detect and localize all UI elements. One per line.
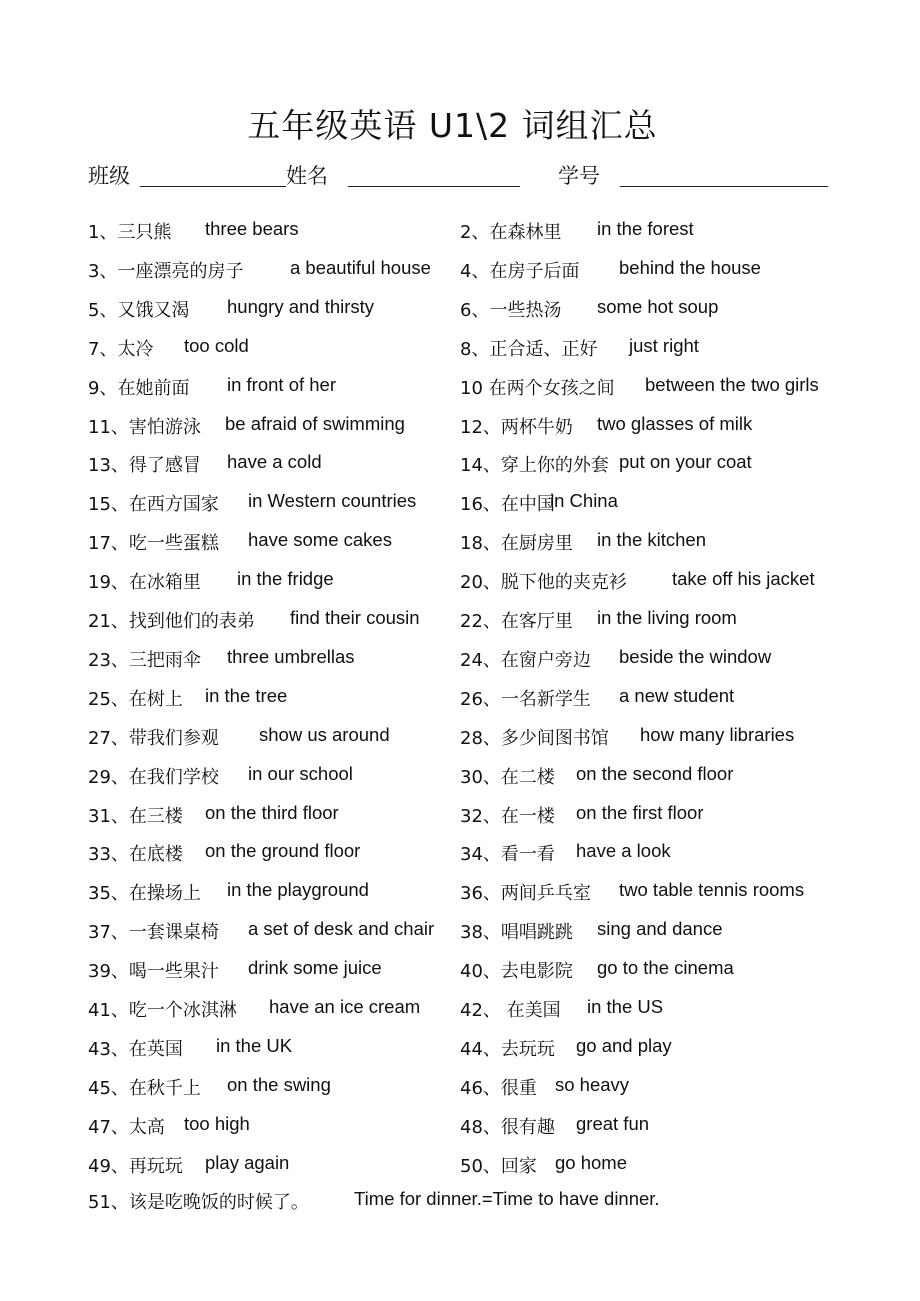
phrase-en: in the forest	[597, 218, 694, 239]
page-title: 五年级英语 U1\2 词组汇总	[247, 106, 658, 145]
phrase-en: in Western countries	[248, 490, 417, 512]
phrase-en: some hot soup	[597, 295, 719, 317]
phrase-zh: 47、太高	[88, 1116, 165, 1138]
phrase-zh: 13、得了感冒	[88, 455, 201, 477]
phrase-row	[88, 840, 848, 870]
phrase-en: play again	[205, 1151, 290, 1173]
phrase-zh: 48、很有趣	[460, 1116, 555, 1138]
phrase-en: on the swing	[227, 1073, 331, 1095]
phrase-zh: 7、太冷	[88, 338, 154, 360]
phrase-en: in the fridge	[237, 568, 334, 590]
phrase-row	[88, 490, 848, 520]
phrase-en: have a look	[576, 840, 671, 862]
phrase-zh: 45、在秋千上	[88, 1077, 201, 1099]
phrase-en: go and play	[576, 1034, 672, 1056]
phrase-row	[88, 646, 848, 676]
phrase-en: in the US	[587, 996, 664, 1017]
phrase-en: two table tennis rooms	[619, 879, 805, 901]
phrase-zh: 14、穿上你的外套	[460, 455, 609, 477]
phrase-row	[88, 335, 848, 365]
phrase-zh: 37、一套课桌椅	[88, 922, 219, 944]
phrase-zh: 6、一些热汤	[460, 299, 562, 321]
phrase-en: in the playground	[227, 879, 369, 901]
phrase-zh: 15、在西方国家	[88, 494, 219, 516]
phrase-row	[88, 257, 848, 287]
phrase-en: too cold	[184, 334, 249, 356]
phrase-en: three umbrellas	[227, 645, 355, 667]
phrase-zh: 46、很重	[460, 1077, 537, 1099]
number-label: 学号	[558, 164, 600, 188]
phrase-en: two glasses of milk	[597, 412, 753, 434]
phrase-en: too high	[184, 1112, 250, 1134]
phrase-zh: 29、在我们学校	[88, 766, 219, 788]
phrase-row	[88, 957, 848, 987]
phrase-zh: 28、多少间图书馆	[460, 727, 609, 749]
phrase-en: on the first floor	[576, 801, 704, 823]
phrase-zh: 22、在客厅里	[460, 611, 573, 632]
phrase-row	[88, 413, 848, 443]
phrase-zh: 35、在操场上	[88, 883, 201, 905]
phrase-zh: 23、三把雨伞	[88, 649, 201, 671]
phrase-en: put on your coat	[619, 451, 752, 473]
phrase-zh: 1、三只熊	[88, 222, 172, 243]
phrase-en: how many libraries	[640, 723, 795, 745]
phrase-zh: 25、在树上	[88, 688, 183, 710]
phrase-zh: 38、唱唱跳跳	[460, 922, 573, 944]
phrase-zh: 36、两间乒乓室	[460, 883, 591, 905]
phrase-en: three bears	[205, 218, 299, 239]
phrase-zh: 19、在冰箱里	[88, 572, 201, 594]
phrase-en: have some cakes	[248, 529, 392, 551]
phrase-en: between the two girls	[645, 373, 819, 395]
phrase-zh: 32、在一楼	[460, 805, 555, 827]
phrase-en: a set of desk and chair	[248, 918, 435, 940]
phrase-en: be afraid of swimming	[225, 412, 405, 434]
phrase-en: show us around	[259, 723, 390, 745]
phrase-en: beside the window	[619, 645, 772, 667]
phrase-zh: 50、回家	[460, 1155, 537, 1177]
phrase-en: so heavy	[555, 1073, 630, 1095]
phrase-en: on the ground floor	[205, 840, 361, 862]
phrase-zh: 51、该是吃晚饭的时候了。	[88, 1192, 309, 1213]
phrase-row	[88, 918, 848, 948]
phrase-en: a beautiful house	[290, 256, 431, 278]
phrase-row	[88, 1113, 848, 1143]
phrase-zh: 41、吃一个冰淇淋	[88, 1000, 237, 1021]
phrase-en: in China	[550, 490, 618, 512]
phrase-zh: 26、一名新学生	[460, 688, 591, 710]
phrase-en: in the living room	[597, 607, 737, 628]
number-blank-line[interactable]	[620, 186, 828, 187]
phrase-en: sing and dance	[597, 918, 723, 940]
phrase-zh: 42、 在美国	[460, 1000, 561, 1021]
name-blank-line[interactable]	[348, 186, 520, 187]
phrase-zh: 43、在英国	[88, 1038, 183, 1060]
phrase-en: in the UK	[216, 1034, 293, 1056]
phrase-row	[88, 218, 848, 248]
phrase-row	[88, 374, 848, 404]
phrase-zh: 17、吃一些蛋糕	[88, 533, 219, 555]
name-label: 姓名	[286, 164, 328, 188]
phrase-en: take off his jacket	[672, 568, 815, 590]
phrase-en: just right	[629, 334, 699, 356]
phrase-zh: 27、带我们参观	[88, 727, 219, 749]
phrase-en: have a cold	[227, 451, 322, 473]
phrase-en: in the kitchen	[597, 529, 707, 551]
phrase-zh: 34、看一看	[460, 844, 555, 866]
phrase-en: on the second floor	[576, 762, 734, 784]
phrase-en: drink some juice	[248, 957, 382, 979]
phrase-zh: 18、在厨房里	[460, 533, 573, 555]
phrase-row	[88, 996, 848, 1026]
phrase-zh: 16、在中国	[460, 494, 555, 516]
phrase-zh: 12、两杯牛奶	[460, 416, 573, 438]
phrase-zh: 11、害怕游泳	[88, 416, 201, 438]
phrase-en: Time for dinner.=Time to have dinner.	[354, 1188, 660, 1209]
phrase-zh: 3、一座漂亮的房子	[88, 260, 244, 282]
phrase-en: have an ice cream	[269, 996, 421, 1017]
phrase-en: in our school	[248, 762, 353, 784]
phrase-zh: 10 在两个女孩之间	[460, 377, 615, 399]
phrase-en: hungry and thirsty	[227, 295, 375, 317]
student-info-header	[88, 160, 848, 190]
phrase-row	[88, 1074, 848, 1104]
phrase-row	[88, 296, 848, 326]
phrase-zh: 20、脱下他的夹克衫	[460, 572, 627, 594]
phrase-row	[88, 1152, 848, 1182]
phrase-row-51	[88, 1188, 848, 1218]
phrase-zh: 21、找到他们的表弟	[88, 611, 255, 632]
phrase-zh: 24、在窗户旁边	[460, 649, 591, 671]
phrase-row	[88, 529, 848, 559]
phrase-zh: 30、在二楼	[460, 766, 555, 788]
phrase-row	[88, 763, 848, 793]
phrase-en: a new student	[619, 684, 735, 706]
phrase-zh: 4、在房子后面	[460, 260, 580, 282]
phrase-en: go home	[555, 1151, 627, 1173]
phrase-zh: 5、又饿又渴	[88, 299, 190, 321]
phrase-row	[88, 879, 848, 909]
phrase-row	[88, 802, 848, 832]
phrase-en: behind the house	[619, 256, 761, 278]
phrase-zh: 39、喝一些果汁	[88, 961, 219, 983]
phrase-zh: 40、去电影院	[460, 961, 573, 983]
phrase-zh: 8、正合适、正好	[460, 338, 598, 360]
phrase-en: go to the cinema	[597, 957, 734, 979]
phrase-row	[88, 607, 848, 637]
phrase-en: on the third floor	[205, 801, 339, 823]
phrase-zh: 2、在森林里	[460, 222, 562, 243]
phrase-zh: 49、再玩玩	[88, 1155, 183, 1177]
phrase-en: in the tree	[205, 684, 288, 706]
phrase-zh: 44、去玩玩	[460, 1038, 555, 1060]
phrase-zh: 33、在底楼	[88, 844, 183, 866]
class-blank-line[interactable]	[140, 186, 286, 187]
phrase-row	[88, 451, 848, 481]
class-label: 班级	[88, 164, 130, 188]
phrase-row	[88, 685, 848, 715]
phrase-en: find their cousin	[290, 607, 420, 628]
phrase-row	[88, 568, 848, 598]
phrase-row	[88, 724, 848, 754]
phrase-zh: 31、在三楼	[88, 805, 183, 827]
phrase-en: great fun	[576, 1112, 650, 1134]
phrase-en: in front of her	[227, 373, 337, 395]
phrase-zh: 9、在她前面	[88, 377, 190, 399]
phrase-row	[88, 1035, 848, 1065]
